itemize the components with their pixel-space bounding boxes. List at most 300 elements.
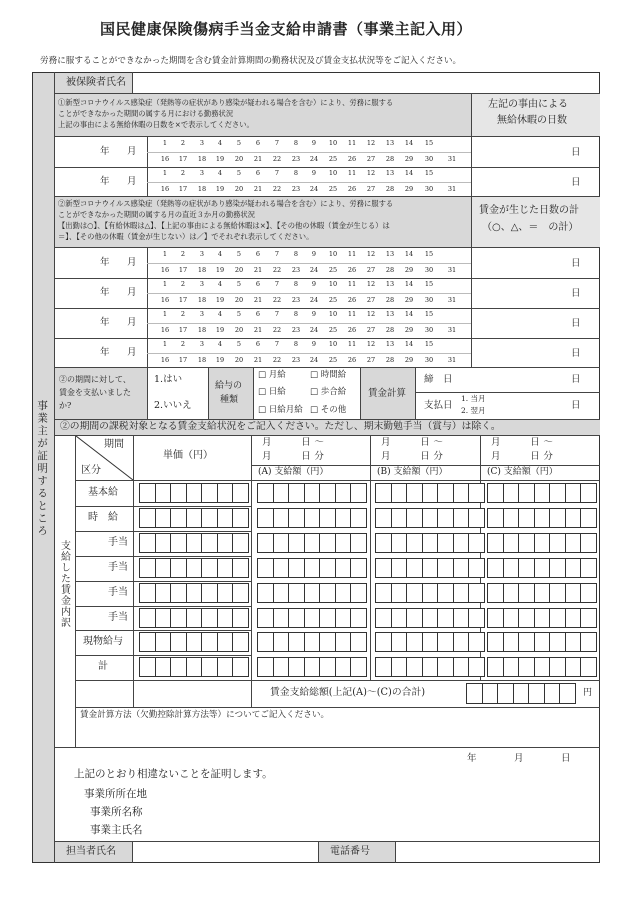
day-number[interactable]: 13 xyxy=(385,280,395,288)
day-number[interactable]: 8 xyxy=(293,250,299,258)
digit-cell[interactable] xyxy=(257,608,274,628)
day-number[interactable]: 19 xyxy=(215,355,225,364)
day-number[interactable]: 3 xyxy=(199,139,205,147)
day-number[interactable]: 17 xyxy=(178,296,188,304)
day-number[interactable]: 26 xyxy=(347,155,357,163)
digit-cell[interactable] xyxy=(503,632,520,652)
digit-cell[interactable] xyxy=(518,657,535,677)
day-number[interactable]: 9 xyxy=(311,310,317,318)
digit-cell[interactable] xyxy=(155,508,172,528)
day-number[interactable]: 7 xyxy=(274,250,280,258)
day-number[interactable]: 29 xyxy=(404,355,414,364)
digit-cell[interactable] xyxy=(437,533,454,553)
wage-other-checkbox[interactable]: □ その他 xyxy=(310,405,347,415)
digit-cell[interactable] xyxy=(391,508,408,528)
day-number[interactable]: 9 xyxy=(311,340,317,348)
digit-cell[interactable] xyxy=(273,483,290,503)
digit-cell[interactable] xyxy=(503,508,520,528)
digit-cell[interactable] xyxy=(257,583,274,603)
day-number[interactable]: 20 xyxy=(234,326,244,334)
digit-cell[interactable] xyxy=(232,558,249,578)
digit-cell[interactable] xyxy=(217,483,234,503)
day-number[interactable]: 23 xyxy=(291,296,301,304)
day-number[interactable]: 25 xyxy=(328,184,338,193)
day-number[interactable]: 29 xyxy=(404,184,414,193)
day-number[interactable]: 22 xyxy=(272,326,282,334)
digit-cell[interactable] xyxy=(437,583,454,603)
day-number[interactable]: 28 xyxy=(385,184,395,193)
day-number[interactable]: 31 xyxy=(447,326,457,334)
digit-cell[interactable] xyxy=(487,657,504,677)
day-number[interactable]: 25 xyxy=(328,296,338,304)
digit-cell[interactable] xyxy=(406,533,423,553)
day-number[interactable]: 23 xyxy=(291,155,301,163)
digit-cell[interactable] xyxy=(503,483,520,503)
day-number[interactable]: 18 xyxy=(197,296,207,304)
day-number[interactable]: 31 xyxy=(447,184,457,193)
day-number[interactable]: 10 xyxy=(328,340,338,348)
digit-cell[interactable] xyxy=(549,608,566,628)
digit-cell[interactable] xyxy=(580,608,597,628)
day-number[interactable]: 25 xyxy=(328,355,338,364)
day-number[interactable]: 29 xyxy=(404,155,414,163)
digit-cell[interactable] xyxy=(170,632,187,652)
digit-cell[interactable] xyxy=(319,533,336,553)
digit-cell[interactable] xyxy=(437,558,454,578)
day-number[interactable]: 3 xyxy=(199,169,205,177)
digit-cell[interactable] xyxy=(288,533,305,553)
digit-cell[interactable] xyxy=(375,483,392,503)
day-number[interactable]: 12 xyxy=(366,340,376,348)
day-number[interactable]: 2 xyxy=(180,169,186,177)
digit-cell[interactable] xyxy=(304,657,321,677)
day-number[interactable]: 25 xyxy=(328,266,338,274)
day-number[interactable]: 19 xyxy=(215,266,225,274)
day-number[interactable]: 8 xyxy=(293,340,299,348)
day-number[interactable]: 20 xyxy=(234,184,244,193)
digit-cell[interactable] xyxy=(288,483,305,503)
day-number[interactable]: 21 xyxy=(253,355,263,364)
digit-cell[interactable] xyxy=(549,508,566,528)
day-number[interactable]: 11 xyxy=(347,310,357,318)
digit-cell[interactable] xyxy=(453,483,470,503)
digit-cell[interactable] xyxy=(232,583,249,603)
day-number[interactable]: 5 xyxy=(236,250,242,258)
digit-cell[interactable] xyxy=(437,632,454,652)
day-number[interactable]: 21 xyxy=(253,266,263,274)
day-number[interactable]: 4 xyxy=(217,250,223,258)
digit-cell[interactable] xyxy=(335,483,352,503)
payday-next-month[interactable]: 2. 翌月 xyxy=(461,406,486,415)
day-number[interactable]: 17 xyxy=(178,266,188,274)
day-number[interactable]: 1 xyxy=(162,169,168,177)
digit-cell[interactable] xyxy=(319,508,336,528)
digit-cell[interactable] xyxy=(422,657,439,677)
day-number[interactable]: 15 xyxy=(424,280,434,288)
digit-cell[interactable] xyxy=(257,558,274,578)
day-number[interactable]: 12 xyxy=(366,139,376,147)
digit-cell[interactable] xyxy=(482,683,499,704)
payday-this-month[interactable]: 1. 当月 xyxy=(461,394,486,403)
digit-cell[interactable] xyxy=(273,508,290,528)
day-number[interactable]: 26 xyxy=(347,355,357,364)
digit-cell[interactable] xyxy=(201,657,218,677)
day-number[interactable]: 14 xyxy=(404,169,414,177)
day-number[interactable]: 30 xyxy=(424,266,434,274)
day-number[interactable]: 14 xyxy=(404,310,414,318)
wage-monthly-checkbox[interactable]: □ 月給 xyxy=(258,370,286,380)
digit-cell[interactable] xyxy=(217,632,234,652)
digit-cell[interactable] xyxy=(304,508,321,528)
digit-cell[interactable] xyxy=(549,632,566,652)
day-number[interactable]: 14 xyxy=(404,250,414,258)
digit-cell[interactable] xyxy=(437,657,454,677)
digit-cell[interactable] xyxy=(406,583,423,603)
digit-cell[interactable] xyxy=(580,632,597,652)
day-number[interactable]: 18 xyxy=(197,326,207,334)
digit-cell[interactable] xyxy=(503,608,520,628)
day-number[interactable]: 6 xyxy=(255,310,261,318)
day-number[interactable]: 24 xyxy=(309,326,319,334)
digit-cell[interactable] xyxy=(391,657,408,677)
digit-cell[interactable] xyxy=(534,632,551,652)
day-number[interactable]: 30 xyxy=(424,184,434,193)
digit-cell[interactable] xyxy=(304,533,321,553)
digit-cell[interactable] xyxy=(422,608,439,628)
digit-cell[interactable] xyxy=(468,583,485,603)
digit-cell[interactable] xyxy=(186,558,203,578)
digit-cell[interactable] xyxy=(487,508,504,528)
day-number[interactable]: 16 xyxy=(160,155,170,163)
digit-cell[interactable] xyxy=(232,657,249,677)
digit-cell[interactable] xyxy=(406,508,423,528)
day-number[interactable]: 21 xyxy=(253,326,263,334)
digit-cell[interactable] xyxy=(304,558,321,578)
digit-cell[interactable] xyxy=(565,483,582,503)
digit-cell[interactable] xyxy=(155,632,172,652)
digit-cell[interactable] xyxy=(257,632,274,652)
day-number[interactable]: 8 xyxy=(293,310,299,318)
wage-daily-monthly-checkbox[interactable]: □ 日給月給 xyxy=(258,405,303,415)
day-number[interactable]: 31 xyxy=(447,296,457,304)
digit-cell[interactable] xyxy=(437,608,454,628)
digit-cell[interactable] xyxy=(155,483,172,503)
digit-cell[interactable] xyxy=(453,533,470,553)
digit-cell[interactable] xyxy=(350,508,367,528)
day-number[interactable]: 31 xyxy=(447,266,457,274)
day-number[interactable]: 31 xyxy=(447,155,457,163)
digit-cell[interactable] xyxy=(565,632,582,652)
day-number[interactable]: 1 xyxy=(162,250,168,258)
digit-cell[interactable] xyxy=(375,632,392,652)
digit-cell[interactable] xyxy=(497,683,514,704)
day-number[interactable]: 22 xyxy=(272,355,282,364)
digit-cell[interactable] xyxy=(155,608,172,628)
digit-cell[interactable] xyxy=(217,583,234,603)
wage-daily-checkbox[interactable]: □ 日給 xyxy=(258,387,286,397)
digit-cell[interactable] xyxy=(549,583,566,603)
digit-cell[interactable] xyxy=(580,558,597,578)
day-number[interactable]: 17 xyxy=(178,155,188,163)
digit-cell[interactable] xyxy=(257,657,274,677)
day-number[interactable]: 21 xyxy=(253,184,263,193)
digit-cell[interactable] xyxy=(170,508,187,528)
day-number[interactable]: 15 xyxy=(424,340,434,348)
day-number[interactable]: 19 xyxy=(215,184,225,193)
digit-cell[interactable] xyxy=(155,558,172,578)
digit-cell[interactable] xyxy=(518,632,535,652)
digit-cell[interactable] xyxy=(201,632,218,652)
digit-cell[interactable] xyxy=(468,508,485,528)
day-number[interactable]: 6 xyxy=(255,340,261,348)
digit-cell[interactable] xyxy=(139,608,156,628)
day-number[interactable]: 26 xyxy=(347,184,357,193)
digit-cell[interactable] xyxy=(375,608,392,628)
digit-cell[interactable] xyxy=(503,558,520,578)
day-number[interactable]: 10 xyxy=(328,280,338,288)
day-number[interactable]: 4 xyxy=(217,340,223,348)
digit-cell[interactable] xyxy=(201,608,218,628)
day-number[interactable]: 28 xyxy=(385,155,395,163)
digit-cell[interactable] xyxy=(217,558,234,578)
digit-cell[interactable] xyxy=(580,583,597,603)
digit-cell[interactable] xyxy=(375,583,392,603)
wage-commission-checkbox[interactable]: □ 歩合給 xyxy=(310,387,347,397)
digit-cell[interactable] xyxy=(335,608,352,628)
day-number[interactable]: 24 xyxy=(309,266,319,274)
day-number[interactable]: 11 xyxy=(347,250,357,258)
day-number[interactable]: 26 xyxy=(347,296,357,304)
digit-cell[interactable] xyxy=(565,508,582,528)
day-number[interactable]: 14 xyxy=(404,280,414,288)
digit-cell[interactable] xyxy=(335,508,352,528)
day-number[interactable]: 26 xyxy=(347,326,357,334)
day-number[interactable]: 23 xyxy=(291,266,301,274)
digit-cell[interactable] xyxy=(217,608,234,628)
digit-cell[interactable] xyxy=(559,683,576,704)
day-number[interactable]: 13 xyxy=(385,250,395,258)
day-number[interactable]: 16 xyxy=(160,266,170,274)
digit-cell[interactable] xyxy=(273,583,290,603)
digit-cell[interactable] xyxy=(487,533,504,553)
day-number[interactable]: 7 xyxy=(274,169,280,177)
digit-cell[interactable] xyxy=(453,608,470,628)
digit-cell[interactable] xyxy=(170,533,187,553)
day-number[interactable]: 23 xyxy=(291,355,301,364)
digit-cell[interactable] xyxy=(232,533,249,553)
digit-cell[interactable] xyxy=(391,483,408,503)
day-number[interactable]: 2 xyxy=(180,250,186,258)
digit-cell[interactable] xyxy=(534,533,551,553)
day-number[interactable]: 16 xyxy=(160,184,170,193)
day-number[interactable]: 28 xyxy=(385,266,395,274)
digit-cell[interactable] xyxy=(201,558,218,578)
day-number[interactable]: 6 xyxy=(255,169,261,177)
day-number[interactable]: 9 xyxy=(311,280,317,288)
digit-cell[interactable] xyxy=(319,657,336,677)
day-number[interactable]: 4 xyxy=(217,310,223,318)
day-number[interactable]: 9 xyxy=(311,139,317,147)
day-number[interactable]: 6 xyxy=(255,139,261,147)
digit-cell[interactable] xyxy=(273,533,290,553)
digit-cell[interactable] xyxy=(350,558,367,578)
day-number[interactable]: 12 xyxy=(366,310,376,318)
day-number[interactable]: 10 xyxy=(328,139,338,147)
digit-cell[interactable] xyxy=(304,583,321,603)
day-number[interactable]: 19 xyxy=(215,326,225,334)
day-number[interactable]: 8 xyxy=(293,169,299,177)
digit-cell[interactable] xyxy=(453,657,470,677)
digit-cell[interactable] xyxy=(406,558,423,578)
digit-cell[interactable] xyxy=(288,632,305,652)
digit-cell[interactable] xyxy=(422,533,439,553)
day-number[interactable]: 19 xyxy=(215,155,225,163)
day-number[interactable]: 20 xyxy=(234,355,244,364)
day-number[interactable]: 9 xyxy=(311,250,317,258)
day-number[interactable]: 29 xyxy=(404,326,414,334)
day-number[interactable]: 8 xyxy=(293,280,299,288)
digit-cell[interactable] xyxy=(487,632,504,652)
day-number[interactable]: 30 xyxy=(424,296,434,304)
day-number[interactable]: 1 xyxy=(162,280,168,288)
digit-cell[interactable] xyxy=(534,558,551,578)
day-number[interactable]: 3 xyxy=(199,250,205,258)
digit-cell[interactable] xyxy=(304,483,321,503)
digit-cell[interactable] xyxy=(350,657,367,677)
digit-cell[interactable] xyxy=(335,583,352,603)
digit-cell[interactable] xyxy=(288,558,305,578)
payment-yes-option[interactable]: 1.はい xyxy=(154,374,183,385)
digit-cell[interactable] xyxy=(201,583,218,603)
day-number[interactable]: 20 xyxy=(234,266,244,274)
digit-cell[interactable] xyxy=(217,533,234,553)
digit-cell[interactable] xyxy=(170,608,187,628)
day-number[interactable]: 10 xyxy=(328,169,338,177)
day-number[interactable]: 15 xyxy=(424,250,434,258)
digit-cell[interactable] xyxy=(580,533,597,553)
digit-cell[interactable] xyxy=(487,483,504,503)
day-number[interactable]: 8 xyxy=(293,139,299,147)
digit-cell[interactable] xyxy=(503,533,520,553)
day-number[interactable]: 14 xyxy=(404,139,414,147)
day-number[interactable]: 19 xyxy=(215,296,225,304)
day-number[interactable]: 5 xyxy=(236,310,242,318)
digit-cell[interactable] xyxy=(468,533,485,553)
digit-cell[interactable] xyxy=(406,657,423,677)
day-number[interactable]: 29 xyxy=(404,266,414,274)
digit-cell[interactable] xyxy=(304,608,321,628)
day-number[interactable]: 29 xyxy=(404,296,414,304)
digit-cell[interactable] xyxy=(565,657,582,677)
digit-cell[interactable] xyxy=(273,632,290,652)
digit-cell[interactable] xyxy=(186,533,203,553)
day-number[interactable]: 7 xyxy=(274,310,280,318)
day-number[interactable]: 24 xyxy=(309,296,319,304)
day-number[interactable]: 13 xyxy=(385,139,395,147)
day-number[interactable]: 5 xyxy=(236,340,242,348)
day-number[interactable]: 22 xyxy=(272,266,282,274)
digit-cell[interactable] xyxy=(468,657,485,677)
digit-cell[interactable] xyxy=(518,558,535,578)
digit-cell[interactable] xyxy=(139,583,156,603)
staff-name-field[interactable] xyxy=(133,842,318,862)
day-number[interactable]: 30 xyxy=(424,326,434,334)
digit-cell[interactable] xyxy=(453,508,470,528)
digit-cell[interactable] xyxy=(534,608,551,628)
day-number[interactable]: 15 xyxy=(424,169,434,177)
digit-cell[interactable] xyxy=(155,533,172,553)
digit-cell[interactable] xyxy=(139,558,156,578)
day-number[interactable]: 5 xyxy=(236,169,242,177)
digit-cell[interactable] xyxy=(375,657,392,677)
digit-cell[interactable] xyxy=(139,533,156,553)
day-number[interactable]: 16 xyxy=(160,326,170,334)
digit-cell[interactable] xyxy=(468,632,485,652)
day-number[interactable]: 27 xyxy=(366,296,376,304)
day-number[interactable]: 22 xyxy=(272,296,282,304)
day-number[interactable]: 10 xyxy=(328,310,338,318)
day-number[interactable]: 13 xyxy=(385,310,395,318)
digit-cell[interactable] xyxy=(186,608,203,628)
digit-cell[interactable] xyxy=(201,483,218,503)
day-number[interactable]: 20 xyxy=(234,296,244,304)
day-number[interactable]: 25 xyxy=(328,155,338,163)
digit-cell[interactable] xyxy=(319,558,336,578)
digit-cell[interactable] xyxy=(319,483,336,503)
digit-cell[interactable] xyxy=(186,632,203,652)
day-number[interactable]: 24 xyxy=(309,184,319,193)
day-number[interactable]: 6 xyxy=(255,280,261,288)
digit-cell[interactable] xyxy=(565,608,582,628)
digit-cell[interactable] xyxy=(273,558,290,578)
day-number[interactable]: 6 xyxy=(255,250,261,258)
digit-cell[interactable] xyxy=(487,608,504,628)
day-number[interactable]: 13 xyxy=(385,340,395,348)
day-number[interactable]: 27 xyxy=(366,355,376,364)
day-number[interactable]: 21 xyxy=(253,155,263,163)
digit-cell[interactable] xyxy=(319,583,336,603)
digit-cell[interactable] xyxy=(288,508,305,528)
day-number[interactable]: 3 xyxy=(199,310,205,318)
digit-cell[interactable] xyxy=(549,483,566,503)
digit-cell[interactable] xyxy=(391,608,408,628)
digit-cell[interactable] xyxy=(155,583,172,603)
digit-cell[interactable] xyxy=(503,657,520,677)
digit-cell[interactable] xyxy=(534,583,551,603)
digit-cell[interactable] xyxy=(350,632,367,652)
digit-cell[interactable] xyxy=(453,558,470,578)
day-number[interactable]: 23 xyxy=(291,326,301,334)
calc-method-field[interactable] xyxy=(76,722,599,746)
digit-cell[interactable] xyxy=(155,657,172,677)
digit-cell[interactable] xyxy=(350,608,367,628)
digit-cell[interactable] xyxy=(186,508,203,528)
day-number[interactable]: 18 xyxy=(197,155,207,163)
day-number[interactable]: 24 xyxy=(309,155,319,163)
day-number[interactable]: 28 xyxy=(385,355,395,364)
day-number[interactable]: 9 xyxy=(311,169,317,177)
digit-cell[interactable] xyxy=(319,632,336,652)
day-number[interactable]: 7 xyxy=(274,139,280,147)
day-number[interactable]: 12 xyxy=(366,250,376,258)
digit-cell[interactable] xyxy=(513,683,530,704)
day-number[interactable]: 4 xyxy=(217,139,223,147)
digit-cell[interactable] xyxy=(139,508,156,528)
digit-cell[interactable] xyxy=(565,558,582,578)
day-number[interactable]: 1 xyxy=(162,139,168,147)
day-number[interactable]: 22 xyxy=(272,155,282,163)
day-number[interactable]: 3 xyxy=(199,280,205,288)
